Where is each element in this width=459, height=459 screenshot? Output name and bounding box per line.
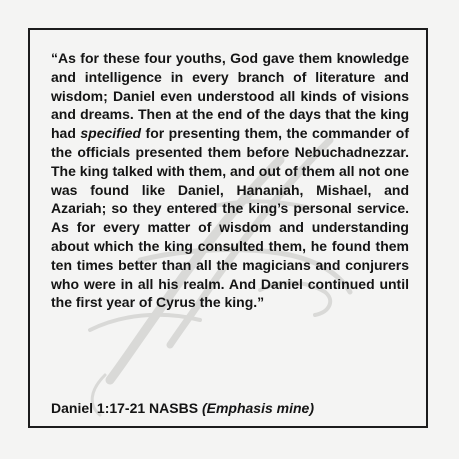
emphasized-word: specified	[80, 125, 142, 142]
quote-card	[28, 28, 428, 428]
quote-text-end: for presenting them, the commander of the officials presented them before Nebuchadnezzar. The king talked with them, and out of them all not one was found like Daniel, Hananiah, Mishael, and Azariah; so they entered the king’s personal service. As for every matter of wisdom and understanding about which the king consulted them, he found them ten times better than all the magicians and conjurers who were in all his realm. And Daniel continued until the first year of Cyrus the king.”	[51, 125, 409, 311]
quote-text-start: “As for these four youths, God gave them knowledge and intelligence in every branch of literature and wisdom; Daniel even understood all kinds of visions and dreams. Then at the end of the days that the king had	[51, 50, 409, 142]
citation-reference: Daniel 1:17-21 NASBS	[51, 400, 199, 416]
scripture-quote	[51, 49, 409, 312]
citation-note: (Emphasis mine)	[201, 400, 314, 416]
scripture-citation	[51, 399, 409, 418]
